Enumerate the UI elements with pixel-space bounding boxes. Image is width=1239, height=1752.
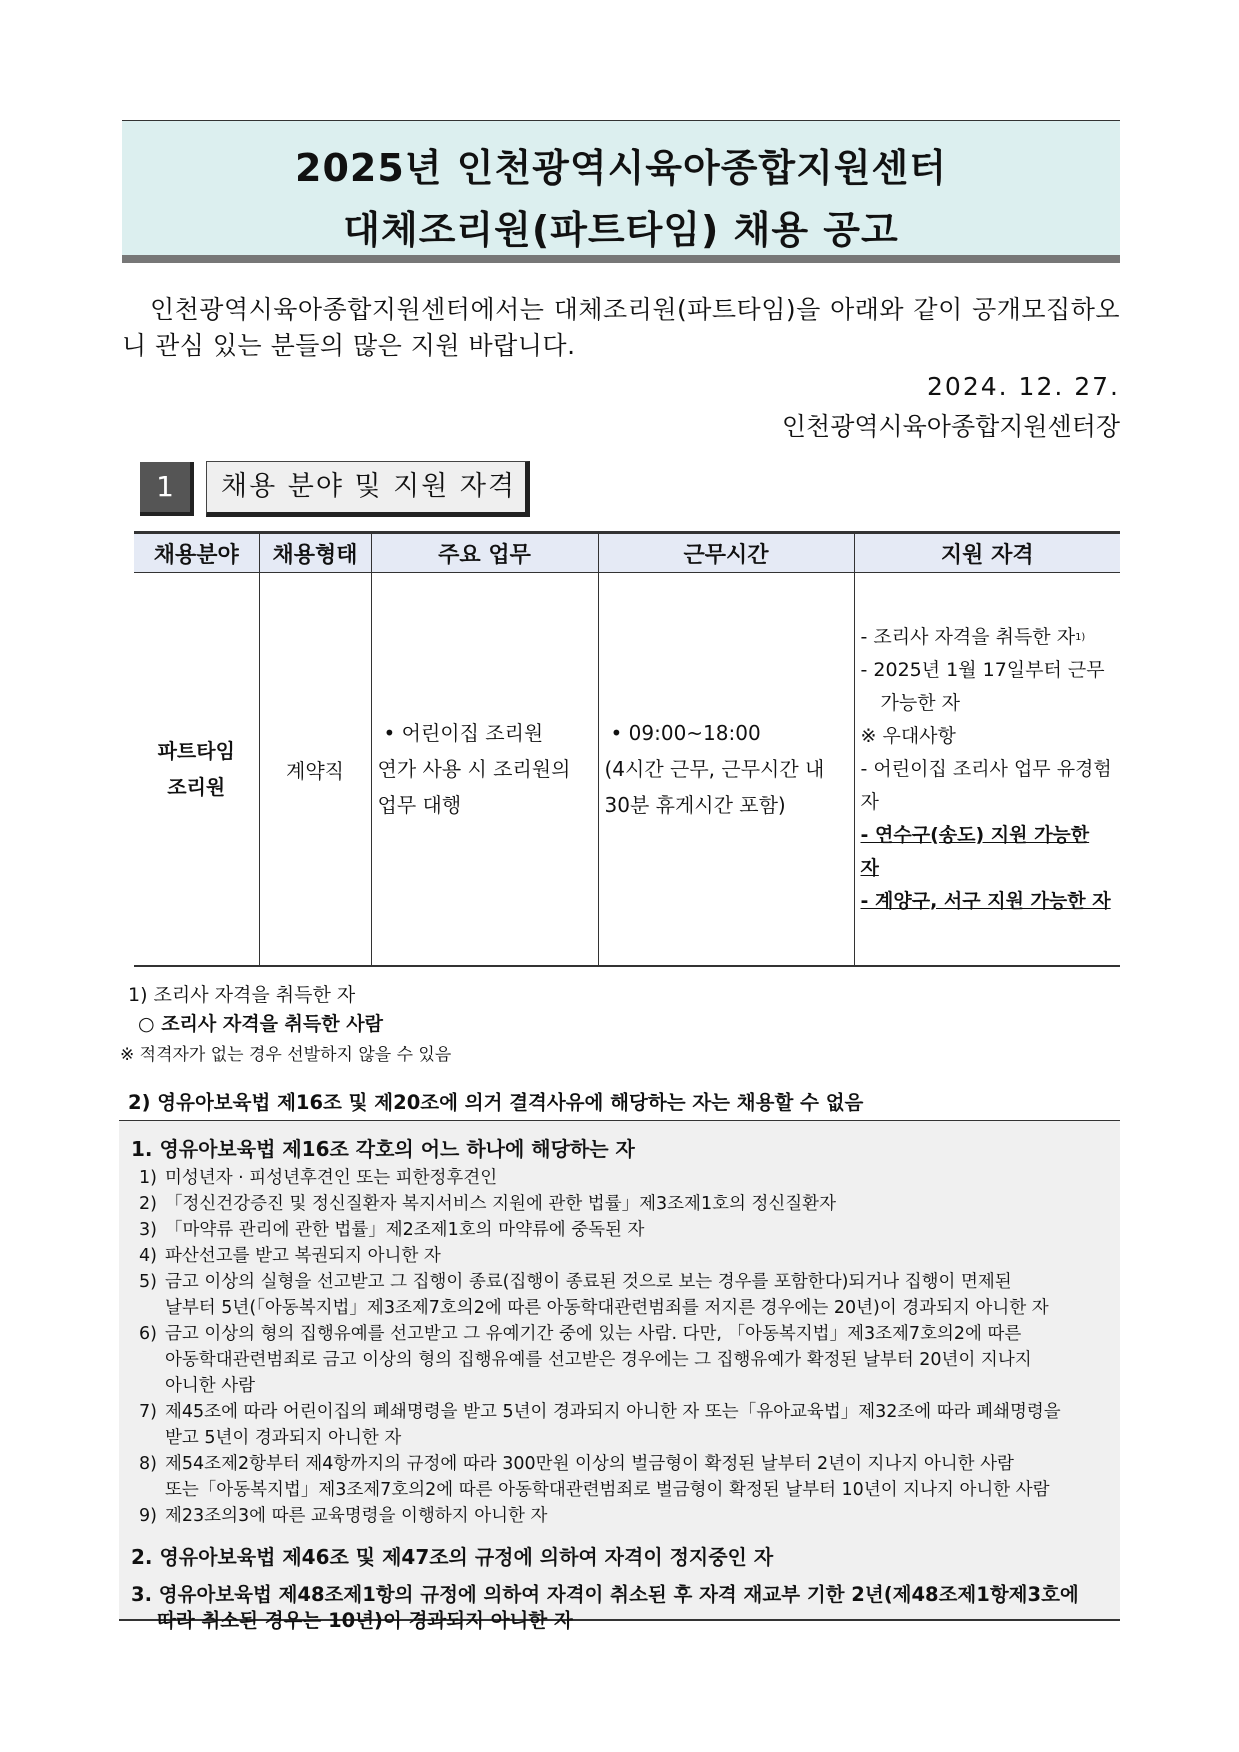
header-qualification: 지원 자격 — [854, 533, 1120, 573]
field-line-1: 파트타임 — [157, 739, 235, 763]
item-text-cont: 아동학대관련범죄로 금고 이상의 형의 집행유예를 선고받은 경우에는 그 집행유예가 확정된 날부터 20년이 지나지 — [165, 1350, 1032, 1370]
list-item — [139, 1165, 1114, 1191]
hours-line-1: • 09:00~18:00 — [610, 721, 761, 745]
qual-item-6: - 계양구, 서구 지원 가능한 자 — [860, 889, 1111, 912]
title-line-1: 2025년 인천광역시육아종합지원센터 — [295, 146, 947, 190]
list-item — [139, 1451, 1114, 1503]
item-text-cont: 날부터 5년(「아동복지법」제3조제7호의2에 따른 아동학대관련범죄를 저지른 경우에는 20년)이 경과되지 아니한 자 — [165, 1298, 1049, 1318]
item-text: 「마약류 관리에 관한 법률」제2조제1호의 마약류에 중독된 자 — [165, 1220, 645, 1240]
item-number: 3) — [139, 1220, 157, 1240]
list-item — [139, 1399, 1114, 1451]
item-text: 미성년자 · 피성년후견인 또는 피한정후견인 — [165, 1168, 498, 1188]
header-field: 채용분야 — [134, 533, 259, 573]
hours-line-2: (4시간 근무, 근무시간 내 — [604, 757, 825, 781]
note-1: 1) 조리사 자격을 취득한 자 — [128, 984, 356, 1006]
disq-heading-3b: 따라 취소된 경우는 10년)이 경과되지 아니한 자 — [157, 1609, 573, 1632]
qual-item-3: ※ 우대사항 — [860, 724, 956, 747]
title-box — [122, 120, 1120, 263]
hours-line-3: 30분 휴게시간 포함) — [604, 793, 786, 817]
duty-line-3: 업무 대행 — [377, 793, 462, 817]
disq-heading-2: 2. 영유아보육법 제46조 및 제47조의 규정에 의하여 자격이 정지중인 자 — [131, 1545, 774, 1569]
footnote-mark: 1) — [1075, 631, 1086, 643]
duty-line-2: 연가 사용 시 조리원의 — [377, 757, 571, 781]
issuer: 인천광역시육아종합지원센터장 — [781, 412, 1120, 441]
item-number: 9) — [139, 1506, 157, 1526]
item-text: 제54조제2항부터 제4항까지의 규정에 따라 300만원 이상의 벌금형이 확정된 날부터 2년이 지나지 아니한 사람 — [165, 1454, 1014, 1474]
table-header-row — [134, 533, 1120, 573]
list-item — [139, 1243, 1114, 1269]
item-text: 파산선고를 받고 복권되지 아니한 자 — [165, 1246, 441, 1266]
qual-item-2b: 가능한 자 — [880, 691, 960, 714]
item-number: 6) — [139, 1324, 157, 1344]
section-number: 1 — [140, 462, 194, 516]
cell-field — [134, 573, 259, 967]
header-hours: 근무시간 — [598, 533, 854, 573]
item-text: 금고 이상의 형의 집행유예를 선고받고 그 유예기간 중에 있는 사람. 다만, 「아동복지법」제3조제7호의2에 따른 — [165, 1324, 1022, 1344]
list-item — [139, 1269, 1114, 1321]
item-text: 금고 이상의 실형을 선고받고 그 집행이 종료(집행이 종료된 것으로 보는 경우를 포함한다)되거나 집행이 면제된 — [165, 1272, 1012, 1292]
header-duty: 주요 업무 — [371, 533, 598, 573]
disq-heading-3a: 3. 영유아보육법 제48조제1항의 규정에 의하여 자격이 취소된 후 자격 재교부 기한 2년(제48조제1항제3호에 — [131, 1583, 1079, 1606]
disqualification-box — [119, 1120, 1120, 1632]
item-number: 7) — [139, 1402, 157, 1422]
item-text-cont: 또는「아동복지법」제3조제7호의2에 따른 아동학대관련범죄로 벌금형이 확정된 날부터 10년이 지나지 아니한 사람 — [165, 1480, 1050, 1500]
item-number: 4) — [139, 1246, 157, 1266]
recruitment-table — [134, 531, 1120, 967]
field-line-2: 조리원 — [167, 775, 226, 799]
note-1-detail: ○ 조리사 자격을 취득한 사람 — [138, 1013, 383, 1035]
qual-item-5: - 연수구(송도) 지원 가능한 자 — [860, 823, 1090, 879]
header-type: 채용형태 — [259, 533, 371, 573]
announcement-date: 2024. 12. 27. — [927, 372, 1120, 401]
item-number: 8) — [139, 1454, 157, 1474]
title-line-2: 대체조리원(파트타임) 채용 공고 — [343, 208, 899, 252]
item-text: 제45조에 따라 어린이집의 폐쇄명령을 받고 5년이 경과되지 아니한 자 또는「유아교육법」제32조에 따라 폐쇄명령을 — [165, 1402, 1061, 1422]
qual-item-2a: - 2025년 1월 17일부터 근무 — [860, 658, 1105, 681]
table-row — [134, 573, 1120, 967]
intro-paragraph: 인천광역시육아종합지원센터에서는 대체조리원(파트타임)을 아래와 같이 공개모집하오니 관심 있는 분들의 많은 지원 바랍니다. — [122, 295, 1120, 360]
item-number: 2) — [139, 1194, 157, 1214]
qual-item-1 — [861, 621, 1115, 654]
list-item — [139, 1321, 1114, 1399]
list-item — [139, 1503, 1114, 1529]
item-text: 「정신건강증진 및 정신질환자 복지서비스 지원에 관한 법률」제3조제1호의 정신질환자 — [165, 1194, 836, 1214]
section-title: 채용 분야 및 지원 자격 — [206, 461, 530, 517]
item-text-cont: 받고 5년이 경과되지 아니한 자 — [165, 1428, 402, 1448]
disq-heading-1: 1. 영유아보육법 제16조 각호의 어느 하나에 해당하는 자 — [131, 1137, 635, 1161]
list-item — [139, 1191, 1114, 1217]
note-1-warning: ※ 적격자가 없는 경우 선발하지 않을 수 있음 — [120, 1045, 452, 1065]
note-2: 2) 영유아보육법 제16조 및 제20조에 의거 결격사유에 해당하는 자는 채용할 수 없음 — [128, 1091, 864, 1114]
cell-duty — [371, 573, 598, 967]
item-text: 제23조의3에 따른 교육명령을 이행하지 아니한 자 — [165, 1506, 548, 1526]
cell-qualification — [854, 573, 1120, 967]
item-number: 1) — [139, 1168, 157, 1188]
cell-hours — [598, 573, 854, 967]
duty-line-1: • 어린이집 조리원 — [383, 721, 544, 745]
list-item — [139, 1217, 1114, 1243]
qual-item-4: - 어린이집 조리사 업무 유경험자 — [860, 757, 1112, 813]
item-text-cont: 아니한 사람 — [165, 1376, 256, 1396]
cell-type: 계약직 — [259, 573, 371, 967]
qual-1-text: - 조리사 자격을 취득한 자 — [860, 625, 1076, 648]
item-number: 5) — [139, 1272, 157, 1292]
